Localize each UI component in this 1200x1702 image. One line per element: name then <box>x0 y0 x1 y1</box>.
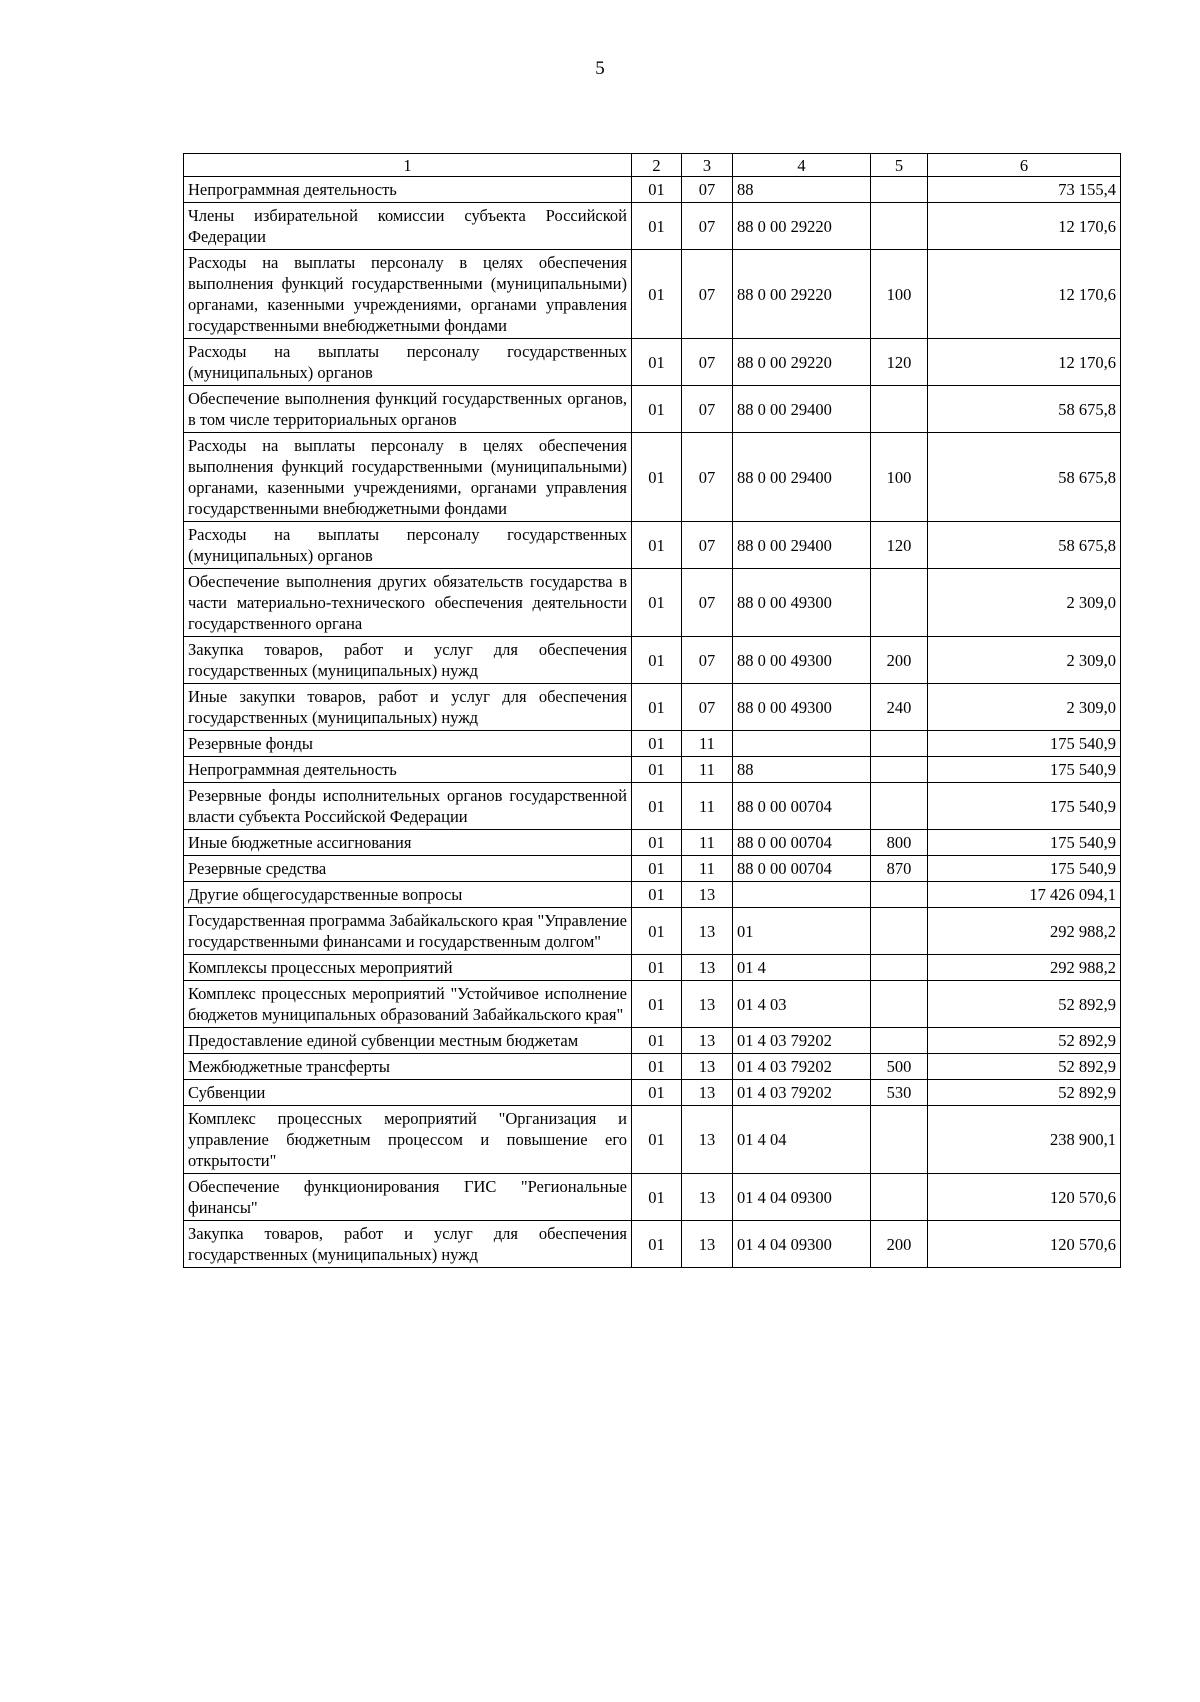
column-header: 6 <box>928 154 1121 177</box>
table-header-row <box>184 154 1121 177</box>
cell-subsection: 11 <box>682 783 733 830</box>
table-row <box>184 783 1121 830</box>
cell-expense-type <box>871 386 928 433</box>
cell-name: Расходы на выплаты персоналу в целях обеспечения выполнения функций государственными (муниципальными) органами, казенными учреждениями, органами управления государственными внебюджетными фондами <box>184 250 632 339</box>
cell-name: Предоставление единой субвенции местным бюджетам <box>184 1028 632 1054</box>
cell-amount: 58 675,8 <box>928 522 1121 569</box>
cell-subsection: 13 <box>682 1028 733 1054</box>
cell-target-article: 88 0 00 49300 <box>733 684 871 731</box>
cell-subsection: 13 <box>682 908 733 955</box>
cell-section: 01 <box>632 339 682 386</box>
cell-section: 01 <box>632 637 682 684</box>
cell-target-article: 88 0 00 00704 <box>733 783 871 830</box>
cell-section: 01 <box>632 955 682 981</box>
cell-expense-type: 530 <box>871 1080 928 1106</box>
cell-expense-type <box>871 203 928 250</box>
table-row <box>184 569 1121 637</box>
cell-section: 01 <box>632 1221 682 1268</box>
cell-section: 01 <box>632 1080 682 1106</box>
cell-target-article: 88 0 00 29220 <box>733 250 871 339</box>
cell-amount: 52 892,9 <box>928 1028 1121 1054</box>
cell-section: 01 <box>632 250 682 339</box>
cell-expense-type <box>871 757 928 783</box>
column-header: 2 <box>632 154 682 177</box>
cell-amount: 2 309,0 <box>928 569 1121 637</box>
column-header: 5 <box>871 154 928 177</box>
cell-subsection: 11 <box>682 856 733 882</box>
cell-target-article: 01 4 03 <box>733 981 871 1028</box>
table-row <box>184 1028 1121 1054</box>
cell-name: Межбюджетные трансферты <box>184 1054 632 1080</box>
cell-name: Субвенции <box>184 1080 632 1106</box>
cell-target-article: 88 0 00 29400 <box>733 522 871 569</box>
table-row <box>184 433 1121 522</box>
cell-subsection: 11 <box>682 757 733 783</box>
column-header: 4 <box>733 154 871 177</box>
cell-expense-type: 800 <box>871 830 928 856</box>
cell-target-article: 88 0 00 49300 <box>733 569 871 637</box>
cell-target-article: 01 4 03 79202 <box>733 1080 871 1106</box>
table-row <box>184 1174 1121 1221</box>
cell-section: 01 <box>632 731 682 757</box>
cell-expense-type: 200 <box>871 637 928 684</box>
cell-name: Непрограммная деятельность <box>184 757 632 783</box>
cell-target-article: 01 4 03 79202 <box>733 1028 871 1054</box>
cell-name: Обеспечение функционирования ГИС "Региональные финансы" <box>184 1174 632 1221</box>
cell-amount: 292 988,2 <box>928 955 1121 981</box>
cell-expense-type <box>871 882 928 908</box>
cell-target-article: 88 0 00 29400 <box>733 433 871 522</box>
cell-name: Расходы на выплаты персоналу государственных (муниципальных) органов <box>184 522 632 569</box>
cell-target-article <box>733 882 871 908</box>
cell-expense-type <box>871 908 928 955</box>
table-row <box>184 731 1121 757</box>
table-row <box>184 250 1121 339</box>
cell-subsection: 07 <box>682 177 733 203</box>
cell-name: Закупка товаров, работ и услуг для обеспечения государственных (муниципальных) нужд <box>184 637 632 684</box>
cell-section: 01 <box>632 1106 682 1174</box>
cell-expense-type <box>871 955 928 981</box>
cell-subsection: 13 <box>682 1221 733 1268</box>
cell-amount: 175 540,9 <box>928 731 1121 757</box>
cell-name: Государственная программа Забайкальского края "Управление государственными финансами и государственным долгом" <box>184 908 632 955</box>
cell-target-article: 88 <box>733 177 871 203</box>
cell-subsection: 11 <box>682 731 733 757</box>
cell-section: 01 <box>632 783 682 830</box>
cell-section: 01 <box>632 1054 682 1080</box>
cell-expense-type <box>871 569 928 637</box>
cell-target-article: 88 0 00 00704 <box>733 830 871 856</box>
cell-expense-type: 120 <box>871 339 928 386</box>
cell-target-article: 88 0 00 00704 <box>733 856 871 882</box>
table-row <box>184 637 1121 684</box>
cell-subsection: 07 <box>682 522 733 569</box>
cell-subsection: 07 <box>682 203 733 250</box>
cell-amount: 175 540,9 <box>928 783 1121 830</box>
cell-expense-type: 240 <box>871 684 928 731</box>
cell-expense-type: 870 <box>871 856 928 882</box>
table-row <box>184 684 1121 731</box>
cell-name: Обеспечение выполнения функций государственных органов, в том числе территориальных органов <box>184 386 632 433</box>
cell-section: 01 <box>632 569 682 637</box>
cell-amount: 52 892,9 <box>928 1080 1121 1106</box>
cell-amount: 58 675,8 <box>928 386 1121 433</box>
cell-target-article: 88 0 00 29220 <box>733 339 871 386</box>
cell-name: Резервные фонды <box>184 731 632 757</box>
cell-target-article: 01 <box>733 908 871 955</box>
cell-expense-type <box>871 1106 928 1174</box>
cell-section: 01 <box>632 757 682 783</box>
cell-section: 01 <box>632 433 682 522</box>
cell-amount: 12 170,6 <box>928 250 1121 339</box>
cell-name: Комплексы процессных мероприятий <box>184 955 632 981</box>
cell-name: Иные закупки товаров, работ и услуг для обеспечения государственных (муниципальных) нужд <box>184 684 632 731</box>
cell-name: Закупка товаров, работ и услуг для обеспечения государственных (муниципальных) нужд <box>184 1221 632 1268</box>
table-row <box>184 522 1121 569</box>
cell-subsection: 13 <box>682 1106 733 1174</box>
cell-subsection: 13 <box>682 1080 733 1106</box>
cell-expense-type: 100 <box>871 250 928 339</box>
cell-section: 01 <box>632 856 682 882</box>
cell-section: 01 <box>632 522 682 569</box>
page-number: 5 <box>595 58 605 79</box>
table-row <box>184 882 1121 908</box>
cell-amount: 58 675,8 <box>928 433 1121 522</box>
table-row <box>184 830 1121 856</box>
table-body <box>184 177 1121 1268</box>
cell-expense-type <box>871 177 928 203</box>
cell-name: Иные бюджетные ассигнования <box>184 830 632 856</box>
cell-expense-type: 100 <box>871 433 928 522</box>
cell-expense-type: 120 <box>871 522 928 569</box>
cell-name: Другие общегосударственные вопросы <box>184 882 632 908</box>
cell-expense-type: 200 <box>871 1221 928 1268</box>
table-row <box>184 1106 1121 1174</box>
cell-target-article: 88 0 00 29220 <box>733 203 871 250</box>
cell-amount: 73 155,4 <box>928 177 1121 203</box>
cell-section: 01 <box>632 882 682 908</box>
cell-amount: 292 988,2 <box>928 908 1121 955</box>
table-row <box>184 386 1121 433</box>
cell-amount: 2 309,0 <box>928 637 1121 684</box>
cell-subsection: 11 <box>682 830 733 856</box>
cell-amount: 120 570,6 <box>928 1174 1121 1221</box>
cell-amount: 238 900,1 <box>928 1106 1121 1174</box>
cell-amount: 12 170,6 <box>928 203 1121 250</box>
cell-subsection: 07 <box>682 339 733 386</box>
cell-section: 01 <box>632 177 682 203</box>
cell-name: Комплекс процессных мероприятий "Организация и управление бюджетным процессом и повышение его открытости" <box>184 1106 632 1174</box>
cell-subsection: 13 <box>682 955 733 981</box>
column-header: 1 <box>184 154 632 177</box>
cell-name: Резервные фонды исполнительных органов государственной власти субъекта Российской Федерации <box>184 783 632 830</box>
cell-target-article <box>733 731 871 757</box>
cell-name: Обеспечение выполнения других обязательств государства в части материально-технического обеспечения деятельности государственного органа <box>184 569 632 637</box>
table-row <box>184 1080 1121 1106</box>
cell-name: Комплекс процессных мероприятий "Устойчивое исполнение бюджетов муниципальных образований Забайкальского края" <box>184 981 632 1028</box>
cell-subsection: 13 <box>682 1174 733 1221</box>
cell-amount: 175 540,9 <box>928 856 1121 882</box>
table-row <box>184 757 1121 783</box>
cell-expense-type <box>871 1028 928 1054</box>
cell-name: Расходы на выплаты персоналу в целях обеспечения выполнения функций государственными (муниципальными) органами, казенными учреждениями, органами управления государственными внебюджетными фондами <box>184 433 632 522</box>
cell-subsection: 13 <box>682 981 733 1028</box>
cell-target-article: 01 4 03 79202 <box>733 1054 871 1080</box>
column-header: 3 <box>682 154 733 177</box>
cell-subsection: 13 <box>682 882 733 908</box>
cell-target-article: 88 0 00 49300 <box>733 637 871 684</box>
cell-amount: 52 892,9 <box>928 981 1121 1028</box>
cell-amount: 52 892,9 <box>928 1054 1121 1080</box>
cell-expense-type <box>871 1174 928 1221</box>
cell-amount: 12 170,6 <box>928 339 1121 386</box>
cell-target-article: 01 4 <box>733 955 871 981</box>
cell-subsection: 13 <box>682 1054 733 1080</box>
table-row <box>184 177 1121 203</box>
cell-target-article: 88 <box>733 757 871 783</box>
cell-target-article: 01 4 04 09300 <box>733 1221 871 1268</box>
cell-amount: 175 540,9 <box>928 830 1121 856</box>
cell-name: Расходы на выплаты персоналу государственных (муниципальных) органов <box>184 339 632 386</box>
cell-name: Члены избирательной комиссии субъекта Российской Федерации <box>184 203 632 250</box>
cell-section: 01 <box>632 1174 682 1221</box>
cell-subsection: 07 <box>682 250 733 339</box>
cell-section: 01 <box>632 830 682 856</box>
cell-expense-type <box>871 731 928 757</box>
cell-section: 01 <box>632 386 682 433</box>
cell-subsection: 07 <box>682 637 733 684</box>
cell-target-article: 01 4 04 09300 <box>733 1174 871 1221</box>
budget-table <box>183 153 1121 1268</box>
table-row <box>184 908 1121 955</box>
cell-subsection: 07 <box>682 433 733 522</box>
cell-subsection: 07 <box>682 569 733 637</box>
cell-section: 01 <box>632 981 682 1028</box>
cell-expense-type: 500 <box>871 1054 928 1080</box>
cell-target-article: 88 0 00 29400 <box>733 386 871 433</box>
table-row <box>184 955 1121 981</box>
cell-section: 01 <box>632 684 682 731</box>
table-row <box>184 203 1121 250</box>
table-row <box>184 1054 1121 1080</box>
cell-amount: 17 426 094,1 <box>928 882 1121 908</box>
cell-expense-type <box>871 783 928 830</box>
cell-amount: 2 309,0 <box>928 684 1121 731</box>
cell-name: Резервные средства <box>184 856 632 882</box>
table-row <box>184 981 1121 1028</box>
table-row <box>184 856 1121 882</box>
cell-section: 01 <box>632 1028 682 1054</box>
cell-amount: 175 540,9 <box>928 757 1121 783</box>
cell-section: 01 <box>632 908 682 955</box>
cell-section: 01 <box>632 203 682 250</box>
cell-subsection: 07 <box>682 684 733 731</box>
table-row <box>184 339 1121 386</box>
cell-name: Непрограммная деятельность <box>184 177 632 203</box>
table-row <box>184 1221 1121 1268</box>
cell-target-article: 01 4 04 <box>733 1106 871 1174</box>
cell-subsection: 07 <box>682 386 733 433</box>
cell-amount: 120 570,6 <box>928 1221 1121 1268</box>
cell-expense-type <box>871 981 928 1028</box>
